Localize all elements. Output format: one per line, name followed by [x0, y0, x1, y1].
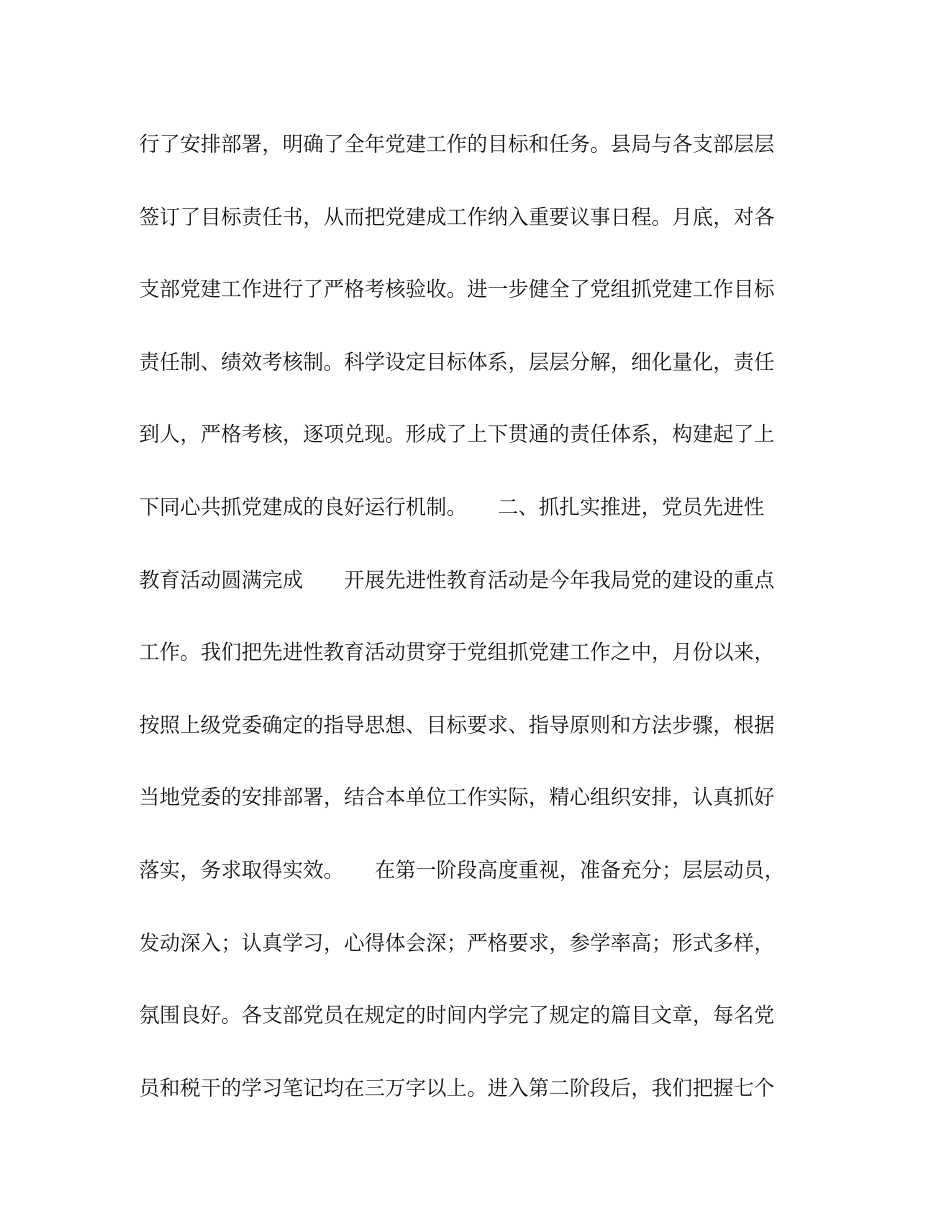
text-line: 支部党建工作进行了严格考核验收。进一步健全了党组抓党建工作目标 [139, 277, 775, 302]
text-line: 当地党委的安排部署，结合本单位工作实际，精心组织安排，认真抓好 [139, 785, 775, 810]
body-text [139, 124, 829, 1140]
text-line: 氛围良好。各支部党员在规定的时间内学完了规定的篇目文章，每名党 [139, 1003, 775, 1028]
text-line: 下同心共抓党建成的良好运行机制。 二、抓扎实推进，党员先进性 [139, 494, 765, 519]
text-line: 行了安排部署，明确了全年党建工作的目标和任务。县局与各支部层层 [139, 132, 775, 156]
text-line: 发动深入；认真学习，心得体会深；严格要求，参学率高；形式多样， [139, 930, 775, 955]
text-line: 到人，严格考核，逐项兑现。形成了上下贯通的责任体系，构建起了上 [139, 422, 775, 447]
text-line: 签订了目标责任书，从而把党建成工作纳入重要议事日程。月底，对各 [139, 204, 775, 229]
text-line: 落实，务求取得实效。 在第一阶段高度重视，准备充分；层层动员， [139, 857, 785, 882]
text-line: 工作。我们把先进性教育活动贯穿于党组抓党建工作之中，月份以来， [139, 640, 775, 665]
text-line: 员和税干的学习笔记均在三万字以上。进入第二阶段后，我们把握七个 [139, 1075, 775, 1100]
text-line: 教育活动圆满完成 开展先进性教育活动是今年我局党的建设的重点 [139, 567, 775, 592]
text-line: 责任制、绩效考核制。科学设定目标体系，层层分解，细化量化，责任 [139, 349, 775, 374]
text-line: 按照上级党委确定的指导思想、目标要求、指导原则和方法步骤，根据 [139, 712, 775, 737]
